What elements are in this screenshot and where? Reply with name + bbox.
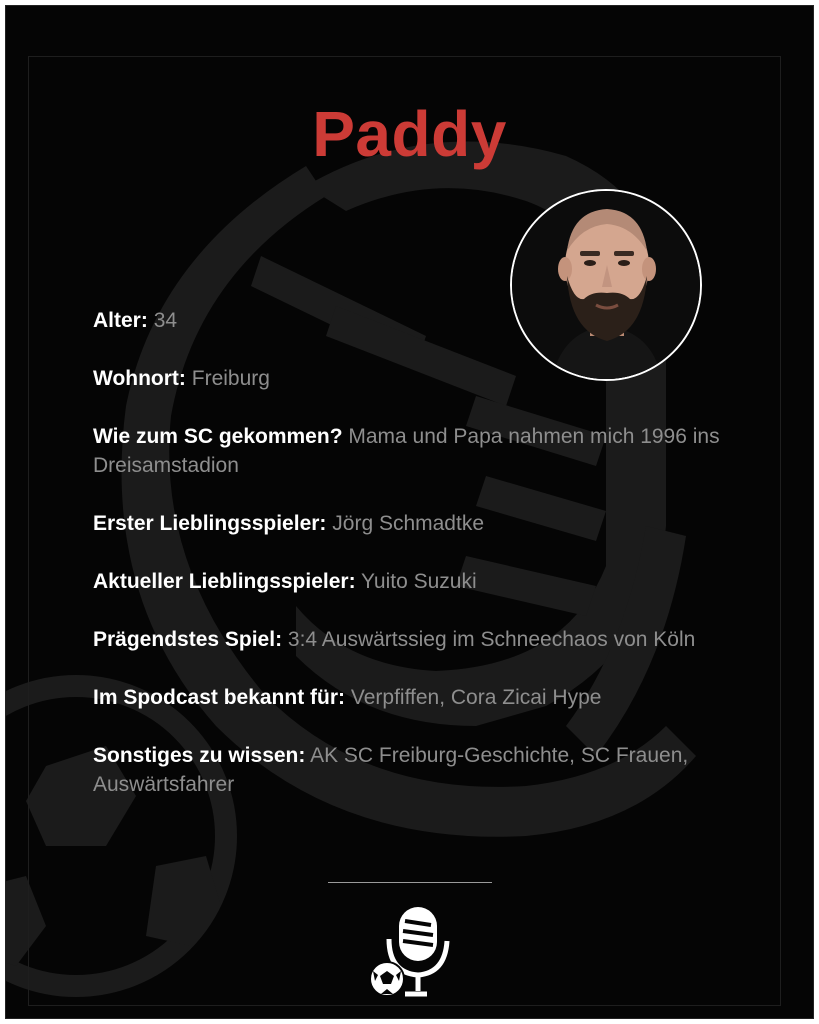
fact-value: 34 [153, 309, 178, 332]
fact-value: Yuito Suzuki [361, 570, 477, 593]
facts-list [93, 306, 743, 828]
fact-residence [93, 364, 743, 393]
fact-value: Jörg Schmadtke [332, 512, 485, 535]
fact-value: Mama und Papa nahmen mich 1996 ins Dreisamstadion [93, 425, 720, 477]
fact-label: Wie zum SC gekommen? [93, 425, 343, 448]
fact-label: Prägendstes Spiel: [93, 628, 283, 651]
profile-card [6, 6, 813, 1018]
fact-current-favorite-player [93, 567, 743, 596]
fact-other [93, 741, 743, 799]
podcast-microphone-soccer-logo-icon [361, 901, 457, 1001]
fact-known-for [93, 683, 743, 712]
fact-label: Sonstiges zu wissen: [93, 744, 306, 767]
fact-value: Freiburg [191, 367, 270, 390]
divider [328, 882, 492, 883]
fact-label: Erster Lieblingsspieler: [93, 512, 327, 535]
fact-label: Aktueller Lieblingsspieler: [93, 570, 356, 593]
fact-age [93, 306, 743, 335]
fact-most-formative-game [93, 625, 743, 654]
fact-label: Wohnort: [93, 367, 186, 390]
fact-value: AK SC Freiburg-Geschichte, SC Frauen, Auswärtsfahrer [93, 744, 689, 796]
fact-label: Im Spodcast bekannt für: [93, 686, 346, 709]
fact-label: Alter: [93, 309, 148, 332]
fact-value: Verpfiffen, Cora Zicai Hype [350, 686, 602, 709]
profile-name: Paddy [312, 98, 507, 170]
fact-value: 3:4 Auswärtssieg im Schneechaos von Köln [287, 628, 696, 651]
fact-how-came-to-sc [93, 422, 743, 480]
fact-first-favorite-player [93, 509, 743, 538]
